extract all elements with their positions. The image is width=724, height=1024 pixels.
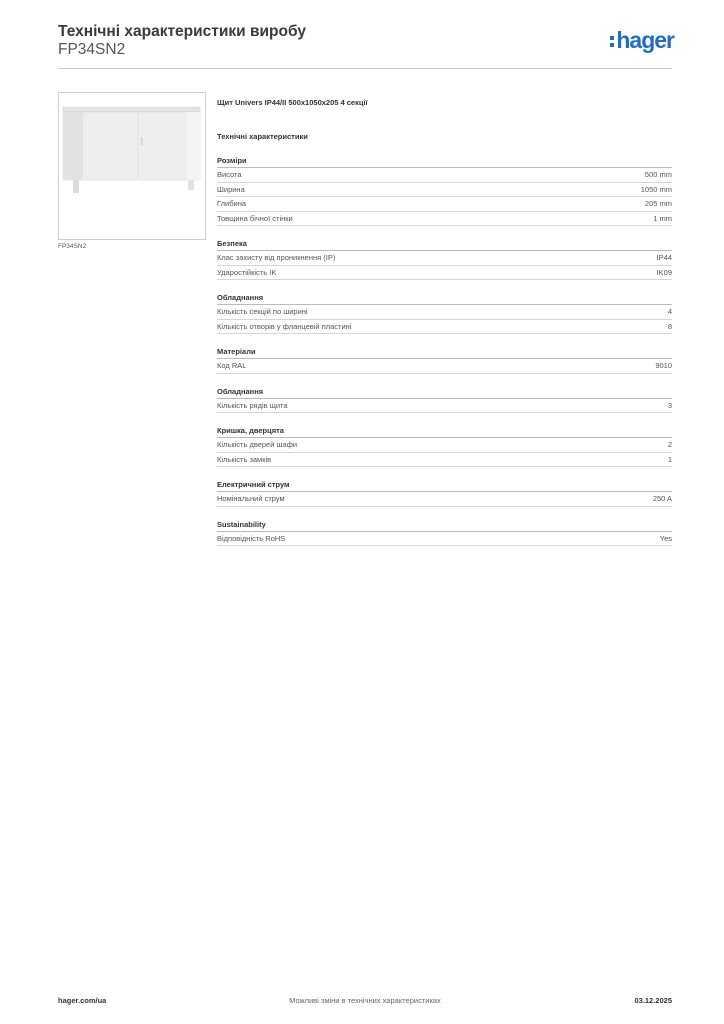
spec-content [217,96,672,546]
spec-row [217,197,672,212]
spec-label: Кількість рядів щита [217,400,288,410]
spec-label: Клас захисту від проникнення (IP) [217,253,336,262]
spec-row [217,438,672,453]
header-divider [58,68,672,69]
spec-section-dimensions [217,155,672,226]
product-image [58,92,206,240]
spec-row [217,453,672,468]
spec-label: Кількість дверей шафи [217,440,298,449]
product-code: FP34SN2 [58,41,126,58]
spec-value: 1 mm [653,213,672,223]
spec-row [217,492,672,507]
footer-disclaimer: Можливі зміни в технічних характеристиках [289,996,441,1005]
spec-label: Глибина [217,199,247,208]
spec-label: Товщина бічної стінки [217,213,293,223]
spec-section-doors [217,425,672,467]
spec-value: 250 A [652,494,672,503]
spec-row [217,183,672,198]
spec-section-safety [217,238,672,280]
spec-section-equipment [217,292,672,334]
spec-row [217,359,672,374]
spec-value: 1 [667,454,672,464]
spec-value: 500 mm [644,170,672,179]
spec-value: 4 [667,307,672,316]
hager-logo[interactable] [610,26,674,54]
footer-date: 03.12.2025 [634,996,672,1005]
cabinet-illustration [59,93,205,239]
spec-row [217,305,672,320]
image-caption: FP34SN2 [58,243,87,250]
logo-text: hager [616,27,674,53]
section-title: Обладнання [217,292,672,305]
tech-specs-heading: Технічні характеристики [217,132,308,141]
spec-label: Кількість замків [217,454,272,464]
product-name: Щит Univers IP44/II 500x1050x205 4 секції [217,98,368,107]
section-title: Sustainability [217,519,672,532]
spec-row [217,399,672,414]
spec-value: 205 mm [644,199,672,208]
spec-value: 1050 mm [640,184,672,194]
spec-row [217,532,672,547]
spec-label: Відповідність RoHS [217,533,286,543]
footer-website-link[interactable]: hager.com/ua [58,996,107,1005]
spec-label: Ударостійкість IK [217,267,277,277]
spec-row [217,168,672,183]
section-title: Розміри [217,155,672,168]
spec-label: Кількість секцій по ширині [217,307,308,316]
spec-row [217,251,672,266]
page-footer [58,996,672,1010]
spec-label: Висота [217,170,242,179]
spec-label: Кількість отворів у фланцевій пластині [217,321,352,331]
section-title: Кришка, дверцята [217,425,672,438]
spec-value: 8 [667,321,672,331]
spec-section-equipment-rows [217,386,672,414]
spec-section-current [217,479,672,507]
section-title: Безпека [217,238,672,251]
logo-dots-icon [610,35,614,49]
spec-row [217,320,672,335]
spec-section-sustainability [217,519,672,547]
spec-value: IK09 [656,267,672,277]
spec-section-materials [217,346,672,374]
spec-value: 9010 [655,361,672,370]
spec-row [217,266,672,281]
spec-label: Код RAL [217,361,247,370]
section-title: Обладнання [217,386,672,399]
spec-value: 2 [667,440,672,449]
spec-value: IP44 [656,253,672,262]
section-title: Електричний струм [217,479,672,492]
page-header [58,20,672,69]
spec-value: Yes [659,533,672,543]
spec-value: 3 [667,400,672,410]
page-title: Технічні характеристики виробу [58,23,306,40]
spec-row [217,212,672,227]
spec-label: Ширина [217,184,245,194]
section-title: Матеріали [217,346,672,359]
spec-label: Номінальний струм [217,494,285,503]
